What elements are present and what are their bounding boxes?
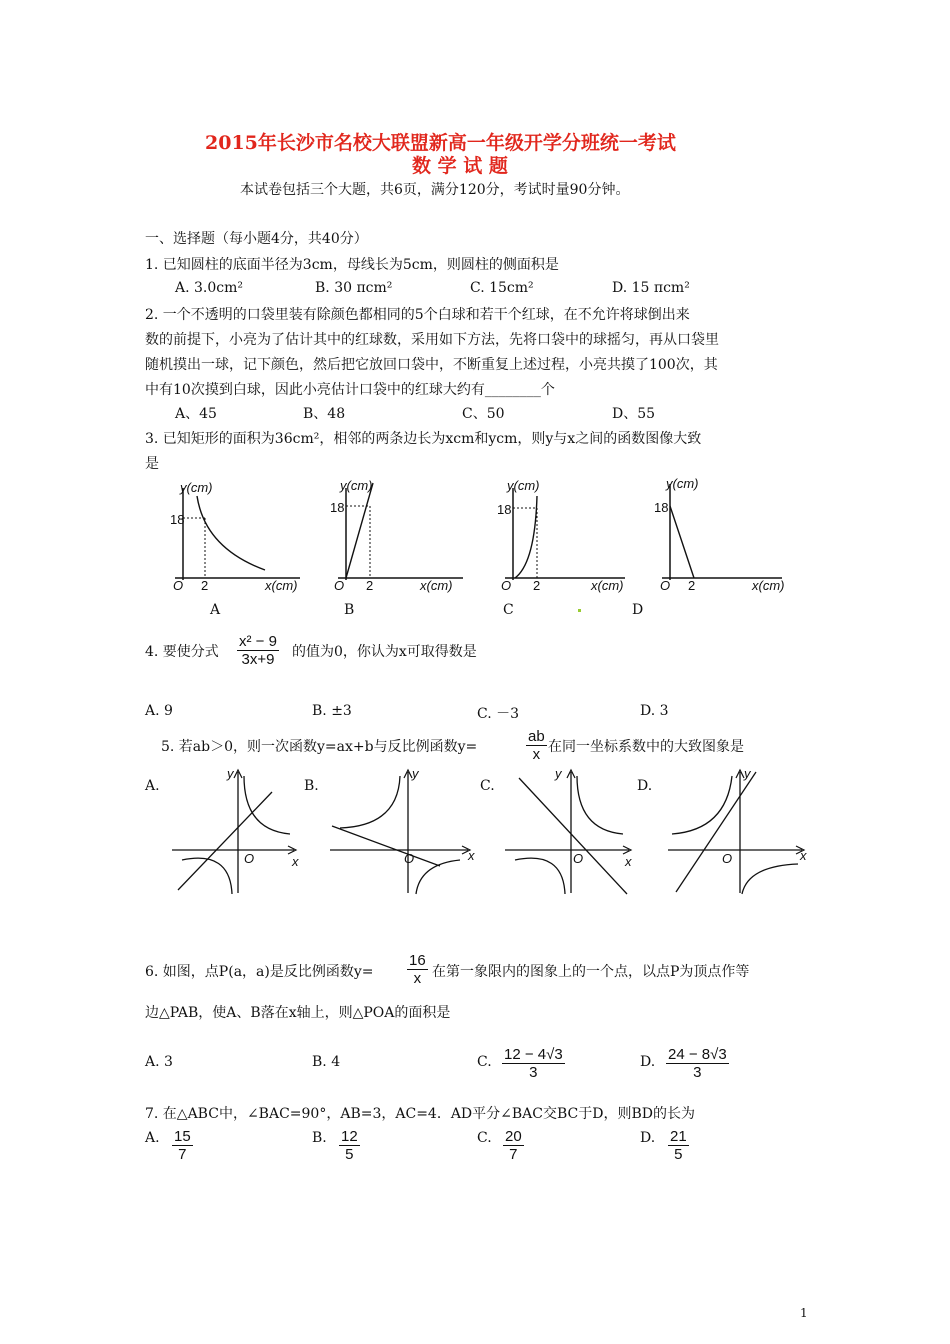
q5-fraction [526, 728, 547, 763]
q7c-den: 7 [503, 1145, 524, 1163]
q3-graph-d [652, 478, 802, 598]
q5b-y-label: y [412, 766, 419, 781]
q5d-x-label: x [800, 848, 807, 863]
q5-graph-d [668, 768, 813, 898]
q6-fraction [407, 952, 428, 987]
q3c-tick-y: 18 [497, 502, 512, 517]
q6-line-2: 边△PAB，使A、B落在x轴上，则△POA的面积是 [145, 1005, 451, 1021]
q7a-den: 7 [172, 1145, 193, 1163]
q3d-tick-x: 2 [688, 578, 696, 593]
q7-option-d-fraction [668, 1128, 689, 1163]
q5c-y-label: y [555, 766, 562, 781]
q4-option-a: A. 9 [145, 703, 173, 719]
q3d-origin: O [660, 578, 671, 593]
q5d-origin: O [722, 851, 733, 866]
q3b-axis-x-label: x(cm) [420, 578, 453, 593]
q2-line-2: 数的前提下，小亮为了估计其中的红球数，采用如下方法，先将口袋中的球摇匀，再从口袋里 [145, 332, 719, 348]
q7-label-d: D. [640, 1130, 656, 1146]
q6-option-b: B. 4 [312, 1054, 341, 1070]
q3a-axis-y-label: y(cm) [180, 480, 213, 495]
exam-title: 2015年长沙市名校大联盟新高一年级开学分班统一考试 [205, 132, 676, 154]
q6-frac-den: x [407, 969, 428, 987]
q4-frac-num: x² − 9 [239, 633, 277, 650]
q7c-num: 20 [505, 1128, 522, 1145]
q5c-origin: O [573, 851, 584, 866]
q7-label-a: A. [145, 1130, 160, 1146]
q3-label-c: C [503, 602, 514, 618]
q1-option-a: A. 3.0cm² [175, 280, 244, 296]
q5a-x-label: x [292, 854, 299, 869]
q7b-num: 12 [341, 1128, 358, 1145]
q3b-tick-x: 2 [366, 578, 374, 593]
q1-stem: 1. 已知圆柱的底面半径为3cm，母线长为5cm，则圆柱的侧面积是 [145, 257, 559, 273]
q5-graph-b [330, 768, 475, 898]
q6-option-c: C. [477, 1054, 492, 1070]
q3b-origin: O [334, 578, 345, 593]
q4-option-c: C. －3 [477, 706, 520, 722]
q3b-tick-y: 18 [330, 500, 345, 515]
q5b-x-label: x [468, 848, 475, 863]
q3a-axis-x-label: x(cm) [265, 578, 298, 593]
q6-option-c-fraction [502, 1046, 565, 1081]
q5a-y-label: y [227, 766, 234, 781]
q2-line-3: 随机摸出一球，记下颜色，然后把它放回口袋中，不断重复上述过程，小亮共摸了100次，其 [145, 357, 718, 373]
q1-option-b: B. 30 πcm² [315, 280, 393, 296]
q3a-origin: O [173, 578, 184, 593]
q3-label-a: A [210, 602, 221, 618]
q3-line-2: 是 [145, 456, 159, 472]
q7-stem: 7. 在△ABC中，∠BAC=90°，AB=3，AC=4．AD平分∠BAC交BC于D，则BD的长为 [145, 1106, 695, 1122]
q7-option-c-fraction [503, 1128, 524, 1163]
q3-line-1: 3. 已知矩形的面积为36cm²，相邻的两条边长为xcm和ycm，则y与x之间的函数图像大致 [145, 431, 702, 447]
q5b-origin: O [404, 851, 415, 866]
q2-option-d: D、55 [612, 406, 656, 422]
page-number: 1 [800, 1306, 808, 1320]
q7-label-b: B. [312, 1130, 327, 1146]
q2-line-4: 中有10次摸到白球，因此小亮估计口袋中的红球大约有________个 [145, 382, 555, 398]
q7-option-a-fraction [172, 1128, 193, 1163]
q5-option-a: A. [145, 778, 160, 794]
q5-graph-c [505, 768, 640, 898]
q2-option-a: A、45 [175, 406, 217, 422]
q5-stem-pre: 5. 若ab＞0，则一次函数y=ax+b与反比例函数y= [161, 739, 478, 755]
q6-stem-pre: 6. 如图，点P(a，a)是反比例函数y= [145, 964, 374, 980]
q3a-tick-x: 2 [201, 578, 209, 593]
q4-option-d: D. 3 [640, 703, 669, 719]
q3b-axis-y-label: y(cm) [340, 478, 373, 493]
q7-option-b-fraction [339, 1128, 360, 1163]
q5-option-b: B. [304, 778, 319, 794]
q2-line-1: 2. 一个不透明的口袋里装有除颜色都相同的5个白球和若干个红球，在不允许将球倒出来 [145, 307, 690, 323]
q3d-tick-y: 18 [654, 500, 669, 515]
q6d-den: 3 [666, 1063, 729, 1081]
q7d-num: 21 [670, 1128, 687, 1145]
q3-graph-c [495, 478, 645, 598]
q3-graph-a [165, 478, 315, 598]
q4-frac-den: 3x+9 [237, 650, 279, 668]
q2-option-b: B、48 [303, 406, 346, 422]
exam-subtitle: 数 学 试 题 [412, 155, 508, 177]
q5c-x-label: x [625, 854, 632, 869]
q6-stem-post: 在第一象限内的图象上的一个点，以点P为顶点作等 [432, 964, 750, 980]
q4-option-b: B. ±3 [312, 703, 352, 719]
q6-option-d-fraction [666, 1046, 729, 1081]
q5-graph-a [172, 768, 307, 898]
q6-frac-num: 16 [409, 952, 426, 969]
q5-option-c: C. [480, 778, 495, 794]
q6c-den: 3 [502, 1063, 565, 1081]
q3d-axis-y-label: y(cm) [666, 476, 699, 491]
q7a-num: 15 [174, 1128, 191, 1145]
q3-label-b: B [344, 602, 355, 618]
q5-frac-num: ab [528, 728, 545, 745]
q3c-tick-x: 2 [533, 578, 541, 593]
q4-fraction [237, 633, 279, 668]
stray-dot [578, 609, 581, 612]
q3a-tick-y: 18 [170, 512, 185, 527]
q7-label-c: C. [477, 1130, 492, 1146]
exam-info: 本试卷包括三个大题，共6页，满分120分，考试时量90分钟。 [240, 182, 630, 198]
q5d-y-label: y [744, 766, 751, 781]
q6c-num: 12 − 4√3 [504, 1046, 563, 1063]
q1-option-d: D. 15 πcm² [612, 280, 690, 296]
q3c-axis-x-label: x(cm) [591, 578, 624, 593]
q6-option-d: D. [640, 1054, 656, 1070]
q3-label-d: D [632, 602, 644, 618]
q1-option-c: C. 15cm² [470, 280, 534, 296]
q4-stem-pre: 4. 要使分式 [145, 644, 219, 660]
q6d-num: 24 − 8√3 [668, 1046, 727, 1063]
q7d-den: 5 [668, 1145, 689, 1163]
q3c-axis-y-label: y(cm) [507, 478, 540, 493]
q6-option-a: A. 3 [145, 1054, 173, 1070]
q7b-den: 5 [339, 1145, 360, 1163]
q5-frac-den: x [526, 745, 547, 763]
q3d-axis-x-label: x(cm) [752, 578, 785, 593]
q3-graph-b [328, 478, 478, 598]
q5-stem-post: 在同一坐标系数中的大致图象是 [548, 739, 744, 755]
q3c-origin: O [501, 578, 512, 593]
q5a-origin: O [244, 851, 255, 866]
section-heading: 一、选择题（每小题4分，共40分） [145, 231, 368, 247]
q2-option-c: C、50 [462, 406, 505, 422]
q5-option-d: D. [637, 778, 653, 794]
q4-stem-post: 的值为0，你认为x可取得数是 [292, 644, 477, 660]
